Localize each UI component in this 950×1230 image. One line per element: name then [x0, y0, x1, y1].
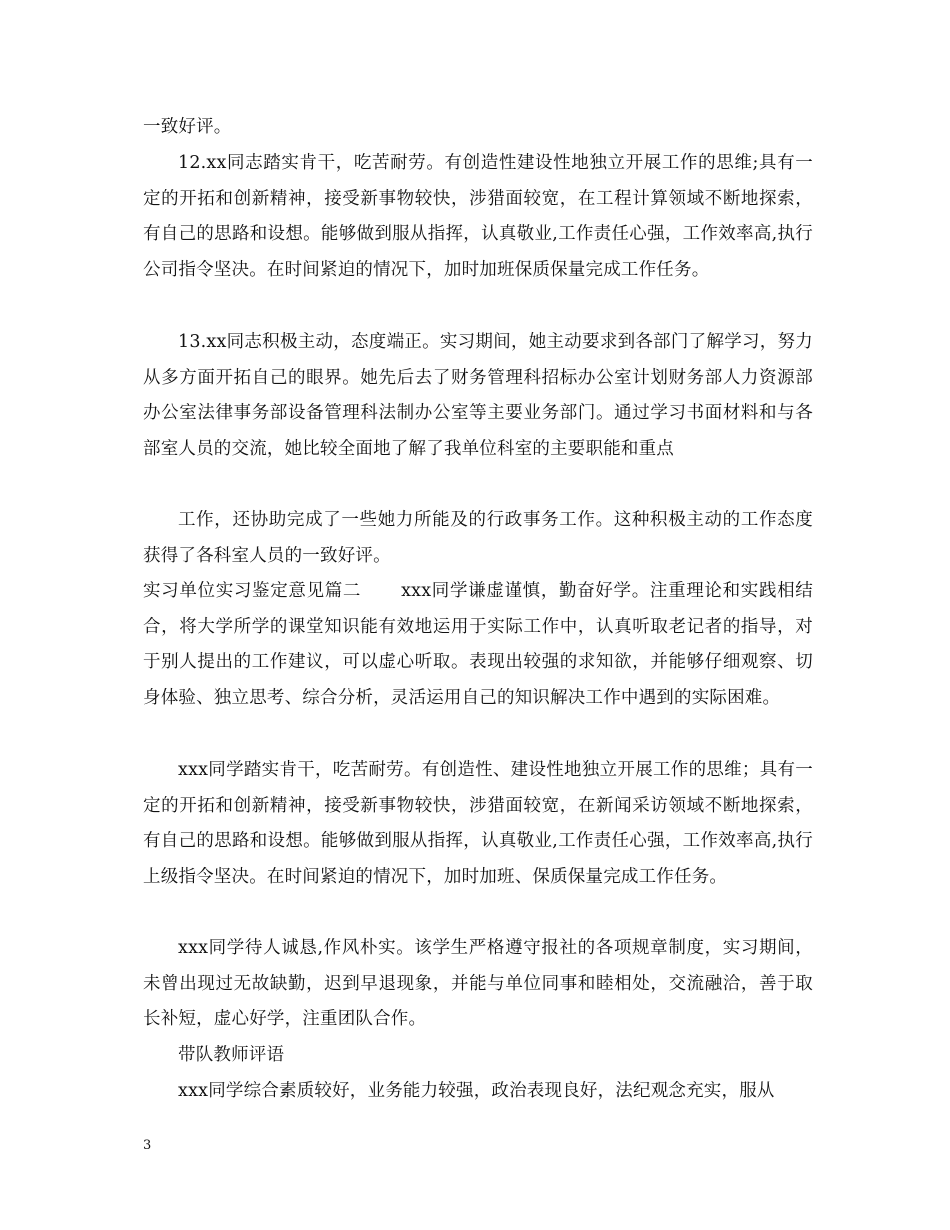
- paragraph-item-13: 13.xx同志积极主动，态度端正。实习期间，她主动要求到各部门了解学习，努力从多方面开拓自己的眼界。她先后去了财务管理科招标办公室计划财务部人力资源部办公室法律事务部设备管理科法制办公室等主要业务部门。通过学习书面材料和与各部室人员的交流，她比较全面地了解了我单位科室的主要职能和重点: [143, 332, 813, 459]
- paragraph-item-13-continued: 工作，还协助完成了一些她力所能及的行政事务工作。这种积极主动的工作态度获得了各科室人员的一致好评。: [143, 510, 813, 566]
- paragraph-continuation: 一致好评。: [143, 117, 232, 137]
- subheading-teacher-comment: 带队教师评语: [178, 1045, 285, 1065]
- paragraph-attitude: xxx同学待人诚恳,作风朴实。该学生严格遵守报社的各项规章制度，实习期间，未曾出现过无故缺勤，迟到早退现象，并能与单位同事和睦相处，交流融洽，善于取长补短，虚心好学，注重团队合作。: [143, 938, 813, 1030]
- section-paragraph: [143, 574, 813, 716]
- paragraph-teacher-comment: xxx同学综合素质较好，业务能力较强，政治表现良好，法纪观念充实，服从: [178, 1081, 775, 1101]
- section-heading: 实习单位实习鉴定意见篇二: [143, 581, 362, 601]
- paragraph-item-12: 12.xx同志踏实肯干，吃苦耐劳。有创造性建设性地独立开展工作的思维;具有一定的开拓和创新精神，接受新事物较快，涉猎面较宽，在工程计算领域不断地探索，有自己的思路和设想。能够做到服从指挥，认真敬业,工作责任心强，工作效率高,执行公司指令坚决。在时间紧迫的情况下，加时加班保质保量完成工作任务。: [143, 153, 813, 280]
- page-number: 3: [143, 1138, 152, 1153]
- section-first-paragraph: xxx同学谦虚谨慎，勤奋好学。注重理论和实践相结合，将大学所学的课堂知识能有效地运用于实际工作中，认真听取老记者的指导，对于别人提出的工作建议，可以虚心听取。表现出较强的求知欲，并能够仔细观察、切身体验、独立思考、综合分析，灵活运用自己的知识解决工作中遇到的实际困难。: [143, 581, 813, 708]
- paragraph-practical: xxx同学踏实肯干，吃苦耐劳。有创造性、建设性地独立开展工作的思维；具有一定的开拓和创新精神，接受新事物较快，涉猎面较宽，在新闻采访领域不断地探索，有自己的思路和设想。能够做到服从指挥，认真敬业,工作责任心强，工作效率高,执行上级指令坚决。在时间紧迫的情况下，加时加班、保质保量完成工作任务。: [143, 760, 813, 887]
